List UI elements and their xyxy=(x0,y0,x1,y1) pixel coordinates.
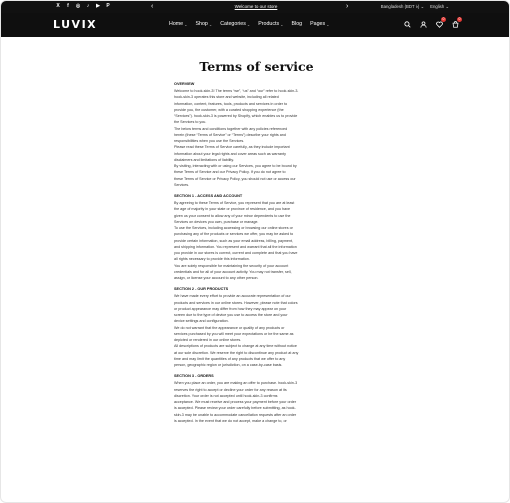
chevron-down-icon: ⌄ xyxy=(184,21,188,27)
overview-line: disclaimers and limitations of liability. xyxy=(174,157,234,162)
section-3-heading: SECTION 3 - ORDERS xyxy=(174,374,214,379)
nav-label: Blog xyxy=(291,21,303,27)
section-1-heading: SECTION 1 - ACCESS AND ACCOUNT xyxy=(174,194,243,198)
overview-line: the Services to you. xyxy=(174,120,207,125)
section-1-line: the age of majority in your state or province of residence, and you have xyxy=(174,207,291,212)
social-links xyxy=(55,3,111,9)
section-2-line: services purchased by you will meet your expectations or be the same as xyxy=(174,331,294,336)
nav-item-home[interactable] xyxy=(169,21,188,27)
overview-heading: OVERVIEW xyxy=(174,82,195,86)
chevron-down-icon: ⌄ xyxy=(246,21,251,27)
nav-label: Products xyxy=(258,21,280,27)
overview-line: responsibilities when you use the Services. xyxy=(174,139,245,143)
section-3-line: is accepted. Please review your order carefully before submitting, as hook- xyxy=(174,406,296,411)
section-3-line: When you place an order, you are making an offer to purchase. hook-skin-3 xyxy=(174,381,298,386)
chevron-down-icon: ⌄ xyxy=(280,21,284,27)
language-selector[interactable]: English ⌄ xyxy=(430,4,449,9)
section-2-line: at our sole discretion. We reserve the right to discontinue any product at any xyxy=(174,350,299,355)
nav-label: Pages xyxy=(310,21,326,27)
section-3-line: is accepted. In the event that we do not accept, make a change to, or xyxy=(174,418,287,423)
overview-line: By visiting, interacting with or using our Services, you agree to be bound by xyxy=(174,164,297,168)
wishlist-count-badge: 0 xyxy=(442,17,445,21)
section-1-line: you provide in our stores is correct, current and complete and that you have xyxy=(174,251,298,255)
header-icons xyxy=(403,19,459,29)
page-title: Terms of service xyxy=(199,59,314,74)
announcement-next-icon[interactable]: › xyxy=(346,3,349,10)
overview-line: provide you, the customer, with a curated shopping experience (the xyxy=(174,107,284,112)
chevron-down-icon: ⌄ xyxy=(326,21,330,27)
announcement-text[interactable] xyxy=(201,4,311,9)
section-2-line: screen due to the type of device you use to access the store and your xyxy=(174,313,288,317)
section-2-heading: SECTION 2 - OUR PRODUCTS xyxy=(174,287,229,292)
overview-line: information about your legal rights and cover areas such as warranty xyxy=(174,151,286,156)
section-1-line: credentials and for all of your account activity. You may not transfer, sell, xyxy=(174,269,292,274)
overview-line: herein (these “Terms of Service” or “Terms”) describe your rights and xyxy=(174,132,286,137)
wishlist-icon[interactable] xyxy=(435,19,443,29)
cart-icon[interactable] xyxy=(451,19,459,29)
announcement-prev-icon[interactable]: ‹ xyxy=(151,3,154,10)
nav-label: Home xyxy=(169,21,184,27)
cart-count-badge: 0 xyxy=(458,17,461,21)
nav-item-shop[interactable] xyxy=(196,21,213,27)
tiktok-icon[interactable]: ♪ xyxy=(86,3,90,9)
nav-label: Categories xyxy=(220,21,246,27)
section-1-line: To use the Services, including accessing or browsing our online stores or xyxy=(174,226,293,230)
section-2-line: We do not warrant that the appearance or quality of any products or xyxy=(174,325,285,330)
overview-line: Please read these Terms of Service carefully, as they include important xyxy=(174,145,290,150)
section-2-line: person, geographic region or jurisdiction, on a case-by-case basis. xyxy=(174,363,283,367)
youtube-icon[interactable]: ▶ xyxy=(96,3,100,9)
section-2-line: products and services in our online stores. However, please note that colors xyxy=(174,300,298,305)
section-1-line: provide certain information, such as your email address, billing, payment, xyxy=(174,238,294,243)
nav-label: Shop xyxy=(195,21,208,27)
section-1-line: You are solely responsible for maintaining the security of your account xyxy=(174,263,289,268)
instagram-icon[interactable]: ◎ xyxy=(75,3,81,9)
site-header xyxy=(1,13,510,37)
section-1-line: Services on devices you own, purchase or manage. xyxy=(174,219,259,224)
announcement-link[interactable]: Welcome to our store xyxy=(234,4,278,9)
main-nav xyxy=(169,21,329,27)
overview-line: The below terms and conditions together with any policies referenced xyxy=(174,126,288,131)
section-1-line: given us your consent to allow any of your minor dependents to use the xyxy=(174,213,291,218)
section-3-line: reserves the right to accept or decline your order for any reason at its xyxy=(174,387,287,392)
section-3-line: skin-3 may be unable to accommodate cancellation requests after an order xyxy=(174,412,297,417)
locale-selectors xyxy=(381,4,449,11)
nav-item-pages[interactable] xyxy=(310,21,329,27)
nav-item-categories[interactable] xyxy=(220,21,250,27)
section-1-line: purchasing any of the products or services we offer, you may be asked to xyxy=(174,232,294,237)
logo[interactable]: LUVIX xyxy=(53,18,98,31)
section-1-line: all rights necessary to provide this information. xyxy=(174,257,250,262)
nav-item-products[interactable] xyxy=(258,21,283,27)
policy-content xyxy=(174,59,339,424)
section-1-line: and shipping information. You represent and warrant that all the information xyxy=(174,244,297,249)
section-2-line: depicted or rendered in our online stores. xyxy=(174,338,242,342)
overview-line: “Services”). hook-skin-3 is powered by Shopify, which enables us to provide xyxy=(174,114,298,118)
section-2-line: All descriptions of products are subject to change at any time without notice xyxy=(174,344,297,349)
overview-line: Welcome to hook-skin-3! The terms “we”, “us” and “our” refer to hook-skin-3. xyxy=(174,89,299,93)
overview-line: Services. xyxy=(174,182,190,187)
x-icon[interactable]: X xyxy=(56,3,60,9)
section-3-line: discretion. Your order is not accepted until hook-skin-3 confirms xyxy=(174,393,278,398)
facebook-icon[interactable]: f xyxy=(67,3,69,9)
overview-line: these Terms of Service and our Privacy Policy. If you do not agree to xyxy=(174,170,286,175)
section-2-line: device settings and configuration. xyxy=(174,319,229,324)
nav-item-blog[interactable] xyxy=(291,21,302,27)
search-icon[interactable] xyxy=(403,19,411,29)
overview-line: these Terms of Service or Privacy Policy, you should not use or access our xyxy=(174,176,296,181)
section-1-line: assign, or license your account to any other person. xyxy=(174,276,259,280)
announcement-bar xyxy=(1,1,510,13)
pinterest-icon[interactable]: P xyxy=(106,3,110,9)
section-3-line: acceptance. We must receive and process your payment before your order xyxy=(174,400,297,404)
section-2-line: We have made every effort to provide an accurate representation of our xyxy=(174,294,291,299)
overview-line: information, content, features, tools, products and services in order to xyxy=(174,101,288,106)
country-label: Bangladesh (BDT ৳) xyxy=(380,4,420,9)
section-1-line: By agreeing to these Terms of Service, you represent that you are at least xyxy=(174,201,295,205)
overview-line: hook-skin-3 operates this store and website, including all related xyxy=(174,95,279,100)
section-2-line: time and may limit the quantities of any products that we offer to any xyxy=(174,356,286,361)
country-selector[interactable]: Bangladesh (BDT ৳) ⌄ xyxy=(380,4,425,9)
chevron-down-icon: ⌄ xyxy=(208,21,213,27)
account-icon[interactable] xyxy=(419,19,427,29)
section-2-line: or product appearance may differ from how they may appear on your xyxy=(174,306,287,311)
language-label: English xyxy=(430,4,445,9)
